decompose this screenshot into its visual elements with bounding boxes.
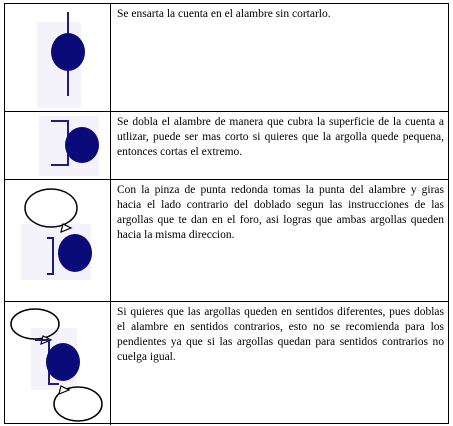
step-row-4 xyxy=(5,301,448,425)
step-3-illustration-cell xyxy=(5,180,111,301)
bead xyxy=(58,234,92,272)
instructions-table xyxy=(4,3,449,424)
bead xyxy=(46,343,80,381)
bead xyxy=(65,127,99,163)
bead xyxy=(51,33,85,71)
step-row-2 xyxy=(5,111,448,179)
step-4-text: Si quieres que las argollas queden en sentidos diferentes, pues doblas el alambre en sentidos contrarios, esto no se recomienda para los pendientes ya que si las argollas quedan para sentidos contrarios no cuelga igual. xyxy=(117,306,444,363)
wire-loop xyxy=(25,189,77,227)
loop-illustration xyxy=(5,180,111,301)
step-1-illustration-cell xyxy=(5,4,111,111)
step-1-text: Se ensarta la cuenta en el alambre sin cortarlo. xyxy=(117,8,331,20)
bead-on-wire-illustration xyxy=(5,4,111,111)
step-4-illustration-cell xyxy=(5,302,111,425)
opposite-loops-illustration xyxy=(5,302,111,425)
step-2-illustration-cell xyxy=(5,112,111,179)
step-row-3 xyxy=(5,179,448,301)
step-2-text: Se dobla el alambre de manera que cubra la superficie de la cuenta a utlizar, puede ser mas corto si quieres que la argolla quede pequena, entonces cortas el extremo. xyxy=(117,116,444,158)
bent-wire-illustration xyxy=(5,112,111,179)
step-row-1 xyxy=(5,4,448,111)
step-3-text: Con la pinza de punta redonda tomas la punta del alambre y giras hacia el lado contrario del doblado segun las instrucciones de las argollas que te dan en el foro, asi logras que ambas argollas queden hacia la misma direccion. xyxy=(117,184,444,241)
